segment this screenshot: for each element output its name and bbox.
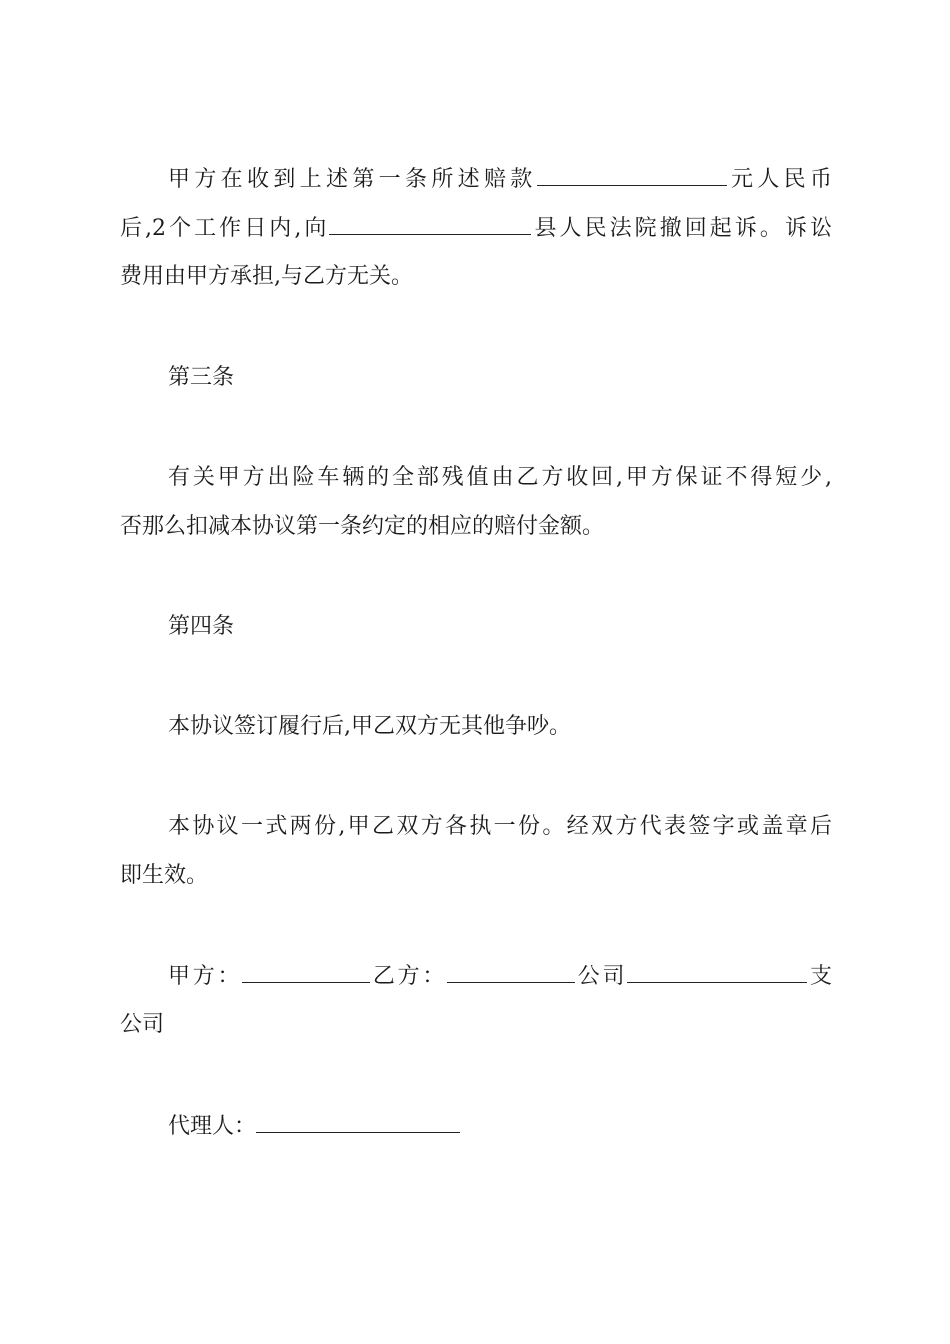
branch-label: 支: [807, 964, 832, 989]
agent-line: [168, 1112, 832, 1140]
agent-blank: [256, 1112, 460, 1133]
para1-text-a: 甲方在收到上述第一条所述赔款: [168, 167, 537, 192]
para4-line1: 本协议一式两份,甲乙双方各执一份。经双方代表签字或盖章后: [168, 814, 832, 839]
para1-line3: 费用由甲方承担,与乙方无关。: [120, 264, 413, 289]
para1-line1: [168, 165, 832, 193]
para2-line1: 有关甲方出险车辆的全部残值由乙方收回,甲方保证不得短少,: [168, 465, 832, 490]
branch-blank: [627, 962, 807, 983]
article-3-heading: 第三条: [168, 365, 235, 390]
party-a-label: 甲方：: [168, 964, 243, 989]
court-blank: [329, 214, 531, 235]
para4-line2: 即生效。: [120, 863, 209, 888]
party-a-blank: [242, 962, 370, 983]
article-4-heading: 第四条: [168, 614, 235, 639]
branch-company-label: 公司: [120, 1012, 165, 1037]
para1-text-b: 元人民币: [726, 167, 832, 192]
para1-text-c: 后,2个工作日内,向: [120, 216, 330, 241]
amount-blank: [537, 165, 727, 186]
party-b-blank: [447, 962, 575, 983]
party-b-label: 乙方：: [370, 964, 448, 989]
company-label: 公司: [575, 964, 628, 989]
signature-line: [168, 962, 832, 990]
para1-text-d: 县人民法院撤回起诉。诉讼: [531, 216, 832, 241]
para2-line2: 否那么扣减本协议第一条约定的相应的赔付金额。: [120, 514, 605, 539]
para3-line1: 本协议签订履行后,甲乙双方无其他争吵。: [168, 714, 571, 739]
agent-label: 代理人：: [168, 1114, 257, 1139]
para1-line2: [120, 214, 832, 242]
